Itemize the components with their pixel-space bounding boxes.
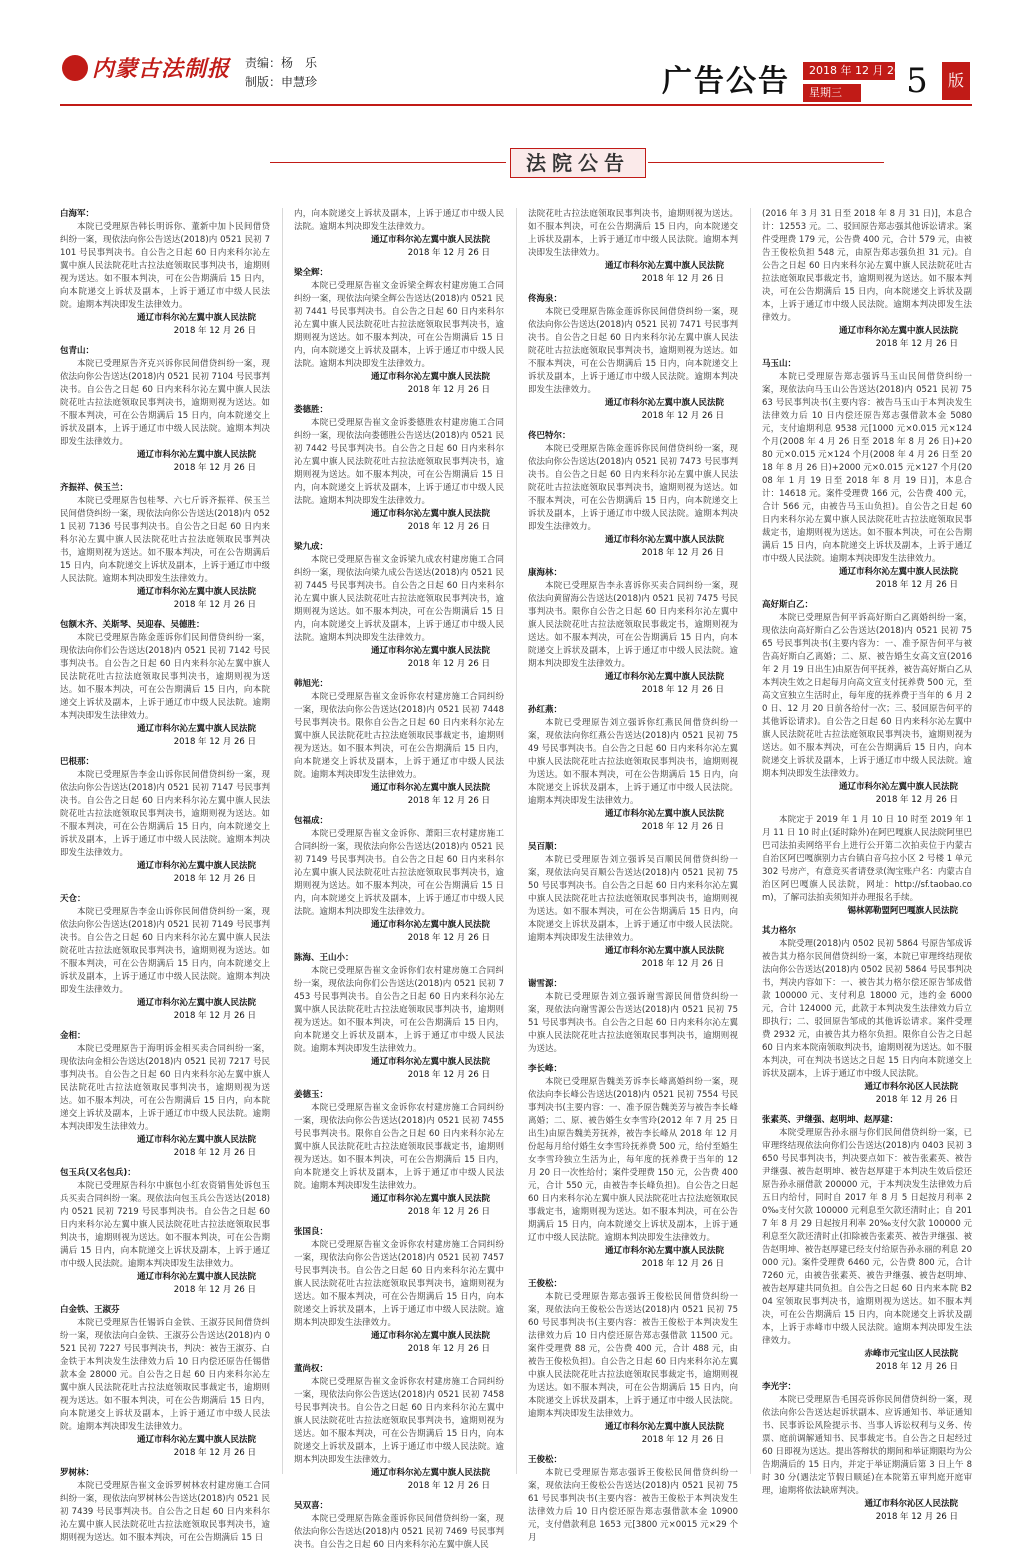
notice-party: 白海军： — [60, 209, 95, 219]
column-4 — [762, 208, 972, 1522]
notice-date: 2018 年 12 月 26 日 — [173, 1148, 256, 1158]
court-notice — [294, 1089, 504, 1219]
notice-body: 本院已受理原告崔文金诉你农村建房施工合同纠纷一案，现依法向你公告送达(2018)内 0521 民初 7458 号民事判决书。自公告之日起 60 日内来科尔沁左翼中旗人民法院花吐古拉法庭领取民事判决书，逾期则视为送达。如不服本判决，可在公告期满后 15 日内，向本院递交上诉状及副本，上诉于通辽市中级人民法院。逾期本判决即发生法律效力。 — [294, 1377, 504, 1465]
notice-columns — [60, 208, 972, 1550]
notice-body: 本院已受理原告崔文金诉你农村建房施工合同纠纷一案，现依法向你公告送达(2018)内 0521 民初 7457 号民事判决书。自公告之日起 60 日内来科尔沁左翼中旗人民法院花吐古拉法庭领取民事判决书，逾期则视为送达。如不服本判决，可在公告期满后 15 日内，向本院递交上诉状及副本，上诉于通辽市中级人民法院。逾期本判决即发生法律效力。 — [294, 1240, 504, 1328]
notice-body: 本院已受理原告崔文金诉梁全辉农村建房施工合同纠纷一案，现依法向梁全辉公告送达(2018)内 0521 民初 7441 号民事判决书。自公告之日起 60 日内来科尔沁左翼中旗人民法院花吐古拉法庭领取民事判决书，逾期则视为送达。如不服本判决，可在公告期满后 15 日内，向本院递交上诉状及副本，上诉于通辽市中级人民法院。逾期本判决即发生法律效力。 — [294, 281, 504, 369]
notice-party: 巴根那： — [60, 757, 95, 767]
notice-court: 通辽市科尔沁左翼中旗人民法院 — [604, 672, 724, 682]
notice-court: 通辽市科尔沁左翼中旗人民法院 — [370, 1468, 490, 1478]
notice-date: 2018 年 12 月 26 日 — [173, 1285, 256, 1295]
court-notice — [294, 1500, 504, 1552]
column-divider — [750, 208, 751, 1474]
notice-body: 本院已受理原告刘立强诉吴百顺民间借贷纠纷一案，现依法向吴百顺公告送达(2018)内 0521 民初 7550 号民事判决书。自公告之日起 60 日内来科尔沁左翼中旗人民法院花吐古拉法庭领取民事判决书，逾期则视为送达。如不服本判决，可在公告期满后 15 日内，向本院递交上诉状及副本，上诉于通辽市中级人民法院。逾期本判决即发生法律效力。 — [528, 855, 738, 943]
notice-court: 通辽市科尔沁左翼中旗人民法院 — [370, 372, 490, 382]
notice-date: 2018 年 12 月 26 日 — [407, 248, 490, 258]
notice-body: 本院已受理原告崔文金诉你、萧阳三农村建房施工合同纠纷一案，现依法向你公告送达(2018)内 0521 民初 7149 号民事判决书。自公告之日起 60 日内来科尔沁左翼中旗人民法院花吐古拉法庭领取民事判决书，逾期则视为送达。如不服本判决，可在公告期满后 15 日内，向本院递交上诉状及副本，上诉于通辽市中级人民法院。逾期本判决即发生法律效力。 — [294, 829, 504, 917]
notice-court: 通辽市科尔沁左翼中旗人民法院 — [136, 1135, 256, 1145]
notice-court: 通辽市科尔沁左翼中旗人民法院 — [604, 1422, 724, 1432]
notice-date: 2018 年 12 月 26 日 — [641, 685, 724, 695]
notice-party: 张素英、尹继强、赵明坤、赵厚建： — [762, 1115, 899, 1125]
notice-party: 谢雪源： — [528, 979, 563, 989]
notice-body: 本院已受理原告崔文金诉梁九成农村建房施工合同纠纷一案，现依法向梁九成公告送达(2018)内 0521 民初 7445 号民事判决书。自公告之日起 60 日内来科尔沁左翼中旗人民法院花吐古拉法庭领取民事判决书，逾期则视为送达。如不服本判决，可在公告期满后 15 日内，向本院递交上诉状及副本，上诉于通辽市中级人民法院。逾期本判决即发生法律效力。 — [294, 555, 504, 643]
notice-party: 罗树林： — [60, 1468, 95, 1478]
notice-court: 通辽市科尔沁左翼中旗人民法院 — [838, 326, 958, 336]
notice-court: 通辽市科尔沁区人民法院 — [864, 1082, 958, 1092]
court-notice — [60, 1167, 270, 1297]
court-notice — [762, 358, 972, 592]
court-notice — [762, 1381, 972, 1524]
notice-court: 通辽市科尔沁左翼中旗人民法院 — [604, 1246, 724, 1256]
notice-body: 本院已受理原告于海明诉金相买卖合同纠纷一案，现依法向金相公告送达(2018)内 0521 民初 7217 号民事判决书。自公告之日起 60 日内来科尔沁左翼中旗人民法院花吐古拉法庭领取民事判决书，逾期则视为送达。如不服本判决，可在公告期满后 15 日内，向本院递交上诉状及副本，上诉于通辽市中级人民法院。逾期本判决即发生法律效力。 — [60, 1044, 270, 1132]
notice-court: 通辽市科尔沁左翼中旗人民法院 — [370, 1331, 490, 1341]
notice-court: 通辽市科尔沁左翼中旗人民法院 — [136, 450, 256, 460]
notice-party: 佟巴特尔： — [528, 431, 571, 441]
notice-court: 通辽市科尔沁左翼中旗人民法院 — [370, 783, 490, 793]
issue-weekday: 星期三 — [803, 84, 861, 102]
notice-body: 本院已受理原告包桂琴、六七斤诉齐振祥、侯玉兰民间借贷纠纷一案，现依法向你公告送达(2018)内 0521 民初 7136 号民事判决书。自公告之日起 60 日内来科尔沁左翼中旗人民法院花吐古拉法庭领取民事判决书，逾期则视为送达。如不服本判决，可在公告期满后 15 日内，向本院递交上诉状及副本，上诉于通辽市中级人民法院。逾期本判决即发生法律效力。 — [60, 496, 270, 584]
notice-party: 李光宇： — [762, 1382, 797, 1392]
notice-body: 本院已受理原告郑志强诉马玉山民间借贷纠纷一案，现依法向马玉山公告送达(2018)内 0521 民初 7563 号民事判决书(主要内容：被告马玉山于本判决发生法律效力后 10 日内偿还原告郑志强借款本金 5080 元，支付逾期利息 9538 元[1000 元×0.015 元×124 个月(2008 年 4 月 26 日至 2018 年 8 月 26 日)+2080 元×0.015 元×124 个月(2008 年 4 月 26 日至 2018 年 8 月 26 日)+2000 元×0.015 元×127 个月(2008 年 1 月 19 日至 2018 年 8 月 19 日)]，本息合计：14618 元。案件受理费 166 元，公告费 400 元，合计 566 元，由被告马玉山负担)。自公告之日起 60 日内来科尔沁左翼中旗人民法院花吐古拉法庭领取民事裁定书，逾期则视为送达。如不服本判决，可在公告期满后 15 日内，向本院递交上诉状及副本，上诉于通辽市中级人民法院。逾期本判决即发生法律效力。 — [762, 372, 972, 564]
notice-body: 本院已受理原告陈金莲诉你民间借贷纠纷一案，现依法向你公告送达(2018)内 0521 民初 7469 号民事判决书。自公告之日起 60 日内来科尔沁左翼中旗人民 — [294, 1514, 504, 1550]
notice-body: 本院已受理原告陈金莲诉你们民间借贷纠纷一案，现依法向你们公告送达(2018)内 0521 民初 7142 号民事判决书。自公告之日起 60 日内来科尔沁左翼中旗人民法院花吐古拉法庭领取民事判决书，逾期则视为送达。如不服本判决，可在公告期满后 15 日内，向本院递交上诉状及副本，上诉于通辽市中级人民法院。逾期本判决即发生法律效力。 — [60, 633, 270, 721]
notice-party: 梁全辉： — [294, 268, 329, 278]
court-notice — [60, 208, 270, 338]
newspaper-logo — [62, 50, 232, 88]
notice-body: 本院已受理原告韩长明诉你、董新中加卜民间借贷纠纷一案，现依法向你公告送达(2018)内 0521 民初 7101 号民事判决书。自公告之日起 60 日内来科尔沁左翼中旗人民法院花吐古拉法庭领取民事判决书，逾期则视为送达。如不服本判决，可在公告期满后 15 日内，向本院递交上诉状及副本，上诉于通辽市中级人民法院。逾期本判决即发生法律效力。 — [60, 222, 270, 310]
court-notice — [294, 541, 504, 671]
court-notice — [294, 1363, 504, 1493]
notice-court: 通辽市科尔沁左翼中旗人民法院 — [604, 535, 724, 545]
notice-party: 包青山： — [60, 346, 95, 356]
notice-party: 高好斯白乙： — [762, 600, 814, 610]
notice-body: 法院花吐古拉法庭领取民事判决书，逾期则视为送达。如不服本判决，可在公告期满后 15 日内，向本院递交上诉状及副本，上诉于通辽市中级人民法院。逾期本判决即发生法律效力。 — [528, 209, 738, 258]
notice-party: 金相： — [60, 1031, 86, 1041]
court-notice — [294, 267, 504, 397]
notice-party: 马玉山： — [762, 359, 797, 369]
logo-emblem-icon — [62, 55, 88, 81]
notice-date: 2018 年 12 月 26 日 — [407, 1207, 490, 1217]
issue-date-box — [803, 62, 916, 102]
court-notice — [60, 482, 270, 612]
notice-body: 本院已受理原告郑志强诉王俊松民间借贷纠纷一案，现依法向王俊松公告送达(2018)内 0521 民初 7561 号民事判决书(主要内容：被告王俊松于本判决发生法律效力后 10 日内偿还原告郑志强借款本金 10900 元，支付借款利息 1653 元[3800 元×0015 元×29 个月 — [528, 1468, 738, 1543]
court-notice — [528, 841, 738, 971]
notice-party: 王俊松： — [528, 1279, 563, 1289]
notice-court: 通辽市科尔沁左翼中旗人民法院 — [370, 235, 490, 245]
notice-court: 通辽市科尔沁左翼中旗人民法院 — [136, 1435, 256, 1445]
notice-date: 2018 年 12 月 26 日 — [407, 522, 490, 532]
notice-court: 通辽市科尔沁左翼中旗人民法院 — [604, 261, 724, 271]
notice-court: 通辽市科尔沁左翼中旗人民法院 — [370, 920, 490, 930]
court-notice — [294, 952, 504, 1082]
notice-party: 董尚权： — [294, 1364, 329, 1374]
notice-body: 本院已受理原告任锡诉白金铁、王淑芬民间借贷纠纷一案，现依法向白金铁、王淑芬公告送达(2018)内 0521 民初 7227 号民事判决书，判决：被告王淑芬、白金铁于本判决发生法律效力后 10 日内偿还原告任锡借款本金 28000 元。自公告之日起 60 日内来科尔沁左翼中旗人民法院花吐古拉法庭领取民事裁定书，逾期则视为送达。如不服本判决，可在公告期满后 15 日内，向本院递交上诉状及副本，上诉于通辽市中级人民法院。逾期本判决即发生法律效力。 — [60, 1318, 270, 1432]
notice-body: 本院已受理原告齐克兴诉你民间借贷纠纷一案，现依法向你公告送达(2018)内 0521 民初 7104 号民事判决书。自公告之日起 60 日内来科尔沁左翼中旗人民法院花吐古拉法庭领取民事判决书，逾期则视为送达。如不服本判决，可在公告期满后 15 日内，向本院递交上诉状及副本，上诉于通辽市中级人民法院。逾期本判决即发生法律效力。 — [60, 359, 270, 447]
notice-court: 通辽市科尔沁左翼中旗人民法院 — [604, 809, 724, 819]
notice-body: 本院已受理原告刘立强诉谢雪源民间借贷纠纷一案，现依法向谢雪源公告送达(2018)内 0521 民初 7551 号民事判决书。自公告之日起 60 日内来科尔沁左翼中旗人民法院花吐古拉法庭领取民事判决书，逾期则视为送达。 — [528, 992, 738, 1054]
column-2 — [294, 208, 504, 1550]
notice-date: 2018 年 12 月 26 日 — [641, 548, 724, 558]
banner-rule-left — [270, 162, 506, 163]
notice-date: 2018 年 12 月 26 日 — [875, 1362, 958, 1372]
notice-date: 2018 年 12 月 26 日 — [173, 1011, 256, 1021]
notice-date: 2018 年 12 月 26 日 — [641, 1435, 724, 1445]
notice-party: 康海林： — [528, 568, 563, 578]
continued-notice — [762, 208, 972, 351]
notice-body: 本院已受理原告李金山诉你民间借贷纠纷一案，现依法向你公告送达(2018)内 0521 民初 7147 号民事判决书。自公告之日起 60 日内来科尔沁左翼中旗人民法院花吐古拉法庭领取民事判决书，逾期则视为送达。如不服本判决，可在公告期满后 15 日内，向本院递交上诉状及副本，上诉于通辽市中级人民法院。逾期本判决即发生法律效力。 — [60, 770, 270, 858]
producer-line: 制版：申慧珍 — [245, 75, 318, 89]
notice-party: 孙红燕： — [528, 705, 563, 715]
notice-party: 姜德玉： — [294, 1090, 329, 1100]
notice-party: 李长峰： — [528, 1064, 563, 1074]
court-notice — [60, 1467, 270, 1545]
notice-court: 锡林郭勒盟阿巴嘎旗人民法院 — [847, 906, 958, 916]
court-notice — [528, 567, 738, 697]
notice-party: 包额木齐、关斯琴、吴迎春、吴德胜： — [60, 620, 205, 630]
notice-party: 娄德胜： — [294, 405, 329, 415]
notice-party: 王俊松： — [528, 1455, 563, 1465]
notice-court: 通辽市科尔沁左翼中旗人民法院 — [370, 509, 490, 519]
notice-date: 2018 年 12 月 26 日 — [641, 1259, 724, 1269]
continued-notice — [294, 208, 504, 260]
section-banner — [60, 148, 972, 178]
notice-body: 本院已受理原告崔文金诉罗树林农村建房施工合同纠纷一案，现依法向罗树林公告送达(2018)内 0521 民初 7439 号民事判决书。自公告之日起 60 日内来科尔沁左翼中旗人民法院花吐古拉法庭领取民事判决书，逾期则视为送达。如不服本判决，可在公告期满后 15 日 — [60, 1481, 270, 1543]
court-notice — [528, 293, 738, 423]
notice-body: 本院已受理原告崔文金诉你农村建房施工合同纠纷一案，现依法向你公告送达(2018)内 0521 民初 7455 号民事判决书。限你自公告之日起 60 日内来科尔沁左翼中旗人民法院花吐古拉法庭领取民事裁定书，逾期则视为送达。如不服本判决，可在公告期满后 15 日内，向本院递交上诉状及副本，上诉于通辽市中级人民法院。逾期本判决即发生法律效力。 — [294, 1103, 504, 1191]
notice-body: 本院已受理原告李永喜诉你买卖合同纠纷一案，现依法向黄留海公告送达(2018)内 0521 民初 7475 号民事判决书。限你自公告之日起 60 日内来科尔沁左翼中旗人民法院花吐古拉法庭领取民事裁定书，逾期则视为送达。如不服本判决，可在公告期满后 15 日内，向本院递交上诉状及副本，上诉于通辽市中级人民法院。逾期本判决即发生法律效力。 — [528, 581, 738, 669]
notice-court: 通辽市科尔沁左翼中旗人民法院 — [136, 313, 256, 323]
notice-date: 2018 年 12 月 26 日 — [875, 580, 958, 590]
notice-party: 其力格尔 — [762, 926, 797, 936]
court-notice — [528, 1454, 738, 1545]
notice-body: 本院受理(2018)内 0502 民初 5864 号原告邹成诉被告其力格尔民间借贷纠纷一案，本院已审理终结现依法向你公告送达(2018)内 0502 民初 5864 号民事判决书，判决内容如下：一、被告其力格尔偿还原告邹成借款 100000 元、支付利息 18000 元，违约金 6000 元，合计 124000 元，此款于本判决发生法律效力后立即执行；二、驳回原告邹成的其他诉讼请求。案件受理费 2932 元，由被告其力格尔负担。限你自公告之日起 60 日内来本院南领取判决书，逾期则视为送达。如不服本判决，可在判决书送达之日起 15 日内向本院递交上诉状及副本，上诉于通辽市中级人民法院。 — [762, 939, 972, 1079]
notice-court: 赤峰市元宝山区人民法院 — [864, 1349, 958, 1359]
court-notice — [60, 1030, 270, 1160]
court-notice — [528, 430, 738, 560]
court-notice — [762, 814, 972, 918]
column-3 — [528, 208, 738, 1543]
court-notice — [60, 893, 270, 1023]
notice-court: 通辽市科尔沁左翼中旗人民法院 — [136, 1272, 256, 1282]
editor-credits — [245, 54, 317, 92]
notice-court: 通辽市科尔沁左翼中旗人民法院 — [604, 398, 724, 408]
notice-court: 通辽市科尔沁左翼中旗人民法院 — [370, 1194, 490, 1204]
notice-date: 2018 年 12 月 26 日 — [641, 959, 724, 969]
notice-body: 本院受理原告孙永丽与你们民间借贷纠纷一案，已审理终结现依法向你们公告送达(2018)内 0403 民初 3650 号民事判决书，判决要点如下：被告张素英、被告尹继强、被告赵明坤、被告赵厚建于本判决生效后偿还原告孙永丽借款 200000 元，于本判决发生法律效力后五日内给付，同时自 2017 年 8 月 5 日起按月利率 20‰支付欠款 100000 元利息至欠款还清时止；自 2017 年 8 月 29 日起按月利率 20‰支付欠款 100000 元利息至欠款还清时止(扣除被告张素英、被告尹继强、被告赵明坤、被告赵厚建已经支付给原告孙永丽的利息 20000 元)。案件受理费 6460 元，公告费 800 元，合计 7260 元，由被告张素英、被告尹继强、被告赵明坤、被告赵厚建共同负担。自公告之日起 60 日内来本院 B204 室领取民事判决书，逾期则视为送达。如不服本判决，可在公告期满后 15 日内，向本院递交上诉状及副本，上诉于赤峰市中级人民法院。逾期本判决即发生法律效力。 — [762, 1128, 972, 1346]
notice-party: 梁九成： — [294, 542, 329, 552]
notice-date: 2018 年 12 月 26 日 — [407, 796, 490, 806]
notice-body: 本院已受理原告李金山诉你民间借贷纠纷一案，现依法向你公告送达(2018)内 0521 民初 7149 号民事判决书。自公告之日起 60 日内来科尔沁左翼中旗人民法院花吐古拉法庭领取民事判决书，逾期则视为送达。如不服本判决，可在公告期满后 15 日内，向本院递交上诉状及副本，上诉于通辽市中级人民法院。逾期本判决即发生法律效力。 — [60, 907, 270, 995]
court-notice — [60, 345, 270, 475]
notice-date: 2018 年 12 月 26 日 — [875, 1512, 958, 1522]
notice-party: 吴百顺： — [528, 842, 563, 852]
court-notice — [528, 704, 738, 834]
court-notice — [294, 678, 504, 808]
notice-party: 吴双喜： — [294, 1501, 329, 1511]
court-notice — [528, 1278, 738, 1447]
notice-body: 本院已受理原告崔文金诉你农村建房施工合同纠纷一案，现依法向你公告送达(2018)内 0521 民初 7448 号民事判决书。限你自公告之日起 60 日内来科尔沁左翼中旗人民法院花吐古拉法庭领取民事裁定书，逾期则视为送达。如不服本判决，可在公告期满后 15 日内，向本院递交上诉状及副本，上诉于通辽市中级人民法院。逾期本判决即发生法律效力。 — [294, 692, 504, 780]
court-notice — [762, 925, 972, 1107]
notice-date: 2018 年 12 月 26 日 — [407, 1344, 490, 1354]
court-notice — [60, 756, 270, 886]
notice-date: 2018 年 12 月 26 日 — [173, 737, 256, 747]
notice-body: 本院已受理原告科尔中旗包小红农资销售处诉包玉兵买卖合同纠纷一案。现依法向包玉兵公告送达(2018)内 0521 民初 7219 号民事判决书。自公告之日起 60 日内来科尔沁左翼中旗人民法院花吐古拉法庭领取民事判决书，逾期则视为送达。如不服本判决，可在公告期满后 15 日内，向本院递交上诉状及副本，上诉于通辽市中级人民法院。逾期本判决即发生法律效力。 — [60, 1181, 270, 1269]
notice-party: 张国良： — [294, 1227, 329, 1237]
notice-body: (2016 年 3 月 31 日至 2018 年 8 月 31 日)]，本息合计：12553 元。二、驳回原告郑志强其他诉讼请求。案件受理费 179 元，公告费 400 元，合计 579 元，由被告王俊松负担 548 元，由原告郑志强负担 31 元)。自公告之日起 60 日内来科尔沁左翼中旗人民法院花吐古拉法庭领取民事裁定书，逾期则视为送达。如不服本判决，可在公告期满后 15 日内，向本院递交上诉状及副本，上诉于通辽市中级人民法院。逾期本判决即发生法律效力。 — [762, 209, 972, 323]
notice-date: 2018 年 12 月 26 日 — [173, 600, 256, 610]
notice-party: 天仓： — [60, 894, 86, 904]
notice-body: 本院已受理原告崔文金诉娄德胜农村建房施工合同纠纷一案，现依法向娄德胜公告送达(2018)内 0521 民初 7442 号民事判决书。自公告之日起 60 日内来科尔沁左翼中旗人民法院花吐古拉法庭领取民事判决书，逾期则视为送达。如不服本判决，可在公告期满后 15 日内，向本院递交上诉状及副本，上诉于通辽市中级人民法院。逾期本判决即发生法律效力。 — [294, 418, 504, 506]
notice-court: 通辽市科尔沁左翼中旗人民法院 — [838, 567, 958, 577]
court-notice — [294, 1226, 504, 1356]
notice-court: 通辽市科尔沁左翼中旗人民法院 — [136, 861, 256, 871]
notice-date: 2018 年 12 月 26 日 — [173, 1448, 256, 1458]
banner-title: 法院公告 — [510, 148, 646, 178]
column-divider — [516, 208, 517, 1474]
notice-party: 包玉兵(又名包兵)： — [60, 1168, 136, 1178]
court-notice — [294, 815, 504, 945]
court-notice — [762, 599, 972, 807]
notice-body: 本院定于 2019 年 1 月 10 日 10 时至 2019 年 1 月 11 日 10 时止(延时除外)在阿巴嘎旗人民法院阿里巴巴司法拍卖网络平台上进行公开第二次拍卖位于内蒙古自治区阿巴嘎旗别力古台镇白音乌拉小区 2 号楼 1 单元 302 号房产，有意竞买者请登录(淘宝账户名：内蒙古自治区阿巴嘎旗人民法院，网址：http://sf.taobao.com)，了解司法拍卖须知并办理报名手续。 — [762, 815, 972, 903]
notice-party: 齐振祥、侯玉兰： — [60, 483, 129, 493]
notice-party: 白金铁、王淑芬 — [60, 1305, 120, 1315]
header-rule — [60, 104, 972, 106]
court-notice — [294, 404, 504, 534]
notice-date: 2018 年 12 月 26 日 — [407, 1070, 490, 1080]
editor-line: 责编：杨 乐 — [245, 56, 318, 70]
notice-court: 通辽市科尔沁左翼中旗人民法院 — [838, 782, 958, 792]
notice-body: 本院已受理原告何平诉高好斯白乙离婚纠纷一案，现依法向高好斯白乙公告送达(2018)内 0521 民初 7565 号民事判决书(主要内容为：一、准予原告何平与被告高好斯白乙离婚；二、原、被告婚生女高文宣(2016 年 2 月 19 日出生)由原告何平抚养，被告高好斯白乙从本判决生效之日起每月向高文宣支付抚养费 500 元，至高文宣独立生活时止，每年度的抚养费于当年的 6 月 20 日、12 月 20 日前各给付一次；三、驳回原告何平的其他诉讼请求)。自公告之日起 60 日内来科尔沁左翼中旗人民法院花吐古拉法庭领取民事判决书，逾期则视为送达。如不服本判决，可在公告期满后 15 日内，向本院递交上诉状及副本，上诉于通辽市中级人民法院。逾期本判决即发生法律效力。 — [762, 613, 972, 779]
continued-notice — [528, 208, 738, 286]
notice-party: 包福成： — [294, 816, 329, 826]
notice-court: 通辽市科尔沁区人民法院 — [864, 1499, 958, 1509]
notice-court: 通辽市科尔沁左翼中旗人民法院 — [136, 998, 256, 1008]
notice-date: 2018 年 12 月 26 日 — [641, 274, 724, 284]
court-notice — [60, 619, 270, 749]
notice-date: 2018 年 12 月 26 日 — [875, 795, 958, 805]
page-number: 5 — [906, 61, 928, 101]
notice-court: 通辽市科尔沁左翼中旗人民法院 — [136, 724, 256, 734]
notice-court: 通辽市科尔沁左翼中旗人民法院 — [604, 946, 724, 956]
notice-body: 本院已受理原告魏美芳诉李长峰离婚纠纷一案，现依法向李长峰公告送达(2018)内 0521 民初 7554 号民事判决书(主要内容：一、准予原告魏美芳与被告李长峰离婚；二、原、被告婚生女李雪玲(2012 年 7 月 25 日出生)由原告魏美芳抚养，被告李长峰从 2018 年 12 月份起每月给付婚生女李雪玲抚养费 500 元，给付至婚生女李雪玲独立生活为止，每年度的抚养费于当年的 12 月 20 日一次性给付；案件受理费 150 元，公告费 400 元，合计 550 元，由被告李长峰负担)。自公告之日起 60 日内来科尔沁左翼中旗人民法院花吐古拉法庭领取民事裁定书，逾期则视为送达。如不服本判决，可在公告期满后 15 日内，向本院递交上诉状及副本，上诉于通辽市中级人民法院。逾期本判决即发生法律效力。 — [528, 1077, 738, 1243]
notice-date: 2018 年 12 月 26 日 — [641, 822, 724, 832]
notice-body: 本院已受理原告刘立强诉你红燕民间借贷纠纷一案，现依法向你红燕公告送达(2018)内 0521 民初 7549 号民事判决书。自公告之日起 60 日内来科尔沁左翼中旗人民法院花吐古拉法庭领取民事判决书，逾期则视为送达。如不服本判决，可在公告期满后 15 日内，向本院递交上诉状及副本，上诉于通辽市中级人民法院。逾期本判决即发生法律效力。 — [528, 718, 738, 806]
notice-date: 2018 年 12 月 26 日 — [641, 411, 724, 421]
notice-date: 2018 年 12 月 26 日 — [173, 326, 256, 336]
notice-date: 2018 年 12 月 26 日 — [407, 659, 490, 669]
notice-body: 本院已受理原告陈金莲诉你民间借贷纠纷一案，现依法向你公告送达(2018)内 0521 民初 7471 号民事判决书。自公告之日起 60 日内来科尔沁左翼中旗人民法院花吐古拉法庭领取民事判决书，逾期则视为送达。如不服本判决，可在公告期满后 15 日内，向本院递交上诉状及副本，上诉于通辽市中级人民法院。逾期本判决即发生法律效力。 — [528, 307, 738, 395]
notice-date: 2018 年 12 月 26 日 — [875, 1095, 958, 1105]
banner-rule-right — [648, 162, 884, 163]
notice-court: 通辽市科尔沁左翼中旗人民法院 — [370, 646, 490, 656]
notice-date: 2018 年 12 月 26 日 — [875, 339, 958, 349]
notice-date: 2018 年 12 月 26 日 — [173, 874, 256, 884]
column-1 — [60, 208, 270, 1543]
notice-court: 通辽市科尔沁左翼中旗人民法院 — [136, 587, 256, 597]
notice-body: 本院已受理原告毛国亮诉你民间借贷纠纷一案，现依法向你公告送达起诉状副本、应诉通知书、举证通知书、民事诉讼风险提示书、当事人诉讼权利与义务、传票、庭前调解通知书、民事裁定书。自公告之日起经过 60 日即视为送达。提出答辩状的期间和举证期限均为公告期满后的 15 日内，并定于举证期满后第 3 日上午 8 时 30 分(遇法定节假日顺延)在本院第五审判庭开庭审理，逾期将依法缺席判决。 — [762, 1395, 972, 1496]
notice-body: 本院已受理原告郑志强诉王俊松民间借贷纠纷一案，现依法向王俊松公告送达(2018)内 0521 民初 7560 号民事判决书(主要内容：被告王俊松于本判决发生法律效力后 10 日内偿还原告郑志强借款 11500 元。案件受理费 88 元，公告费 400 元，合计 488 元，由被告王俊松负担)。自公告之日起 60 日内来科尔沁左翼中旗人民法院花吐古拉法庭领取民事裁定书，逾期则视为送达。如不服本判决，可在公告期满后 15 日内，向本院递交上诉状及副本，上诉于通辽市中级人民法院。逾期本判决即发生法律效力。 — [528, 1292, 738, 1419]
paper-name: 内蒙古法制报 — [92, 56, 231, 82]
court-notice — [528, 1063, 738, 1271]
court-notice — [528, 978, 738, 1056]
page-suffix: 版 — [942, 62, 970, 100]
notice-body: 本院已受理原告崔文金诉你们农村建房施工合同纠纷一案，现依法向你们公告送达(2018)内 0521 民初 7453 号民事判决书。自公告之日起 60 日内来科尔沁左翼中旗人民法院花吐古拉法庭领取民事判决书，逾期则视为送达。如不服本判决，可在公告期满后 15 日内，向本院递交上诉状及副本，上诉于通辽市中级人民法院。逾期本判决即发生法律效力。 — [294, 966, 504, 1054]
notice-party: 陈海、王山小： — [294, 953, 354, 963]
notice-court: 通辽市科尔沁左翼中旗人民法院 — [370, 1057, 490, 1067]
notice-party: 佟海泉： — [528, 294, 563, 304]
court-notice — [762, 1114, 972, 1374]
notice-date: 2018 年 12 月 26 日 — [407, 933, 490, 943]
column-divider — [282, 208, 283, 1474]
notice-body: 本院已受理原告陈金莲诉你民间借贷纠纷一案，现依法向你公告送达(2018)内 0521 民初 7473 号民事判决书。自公告之日起 60 日内来科尔沁左翼中旗人民法院花吐古拉法庭领取民事判决书，逾期则视为送达。如不服本判决，可在公告期满后 15 日内，向本院递交上诉状及副本，上诉于通辽市中级人民法院。逾期本判决即发生法律效力。 — [528, 444, 738, 532]
court-notice — [60, 1304, 270, 1460]
notice-date: 2018 年 12 月 26 日 — [407, 1481, 490, 1491]
notice-body: 内，向本院递交上诉状及副本，上诉于通辽市中级人民法院。逾期本判决即发生法律效力。 — [294, 209, 504, 232]
notice-date: 2018 年 12 月 26 日 — [173, 463, 256, 473]
notice-date: 2018 年 12 月 26 日 — [407, 385, 490, 395]
section-title: 广告公告 — [662, 64, 790, 99]
notice-party: 韩旭光： — [294, 679, 329, 689]
masthead — [0, 0, 1024, 108]
issue-date: 2018 年 12 月 26 日 — [803, 62, 895, 80]
